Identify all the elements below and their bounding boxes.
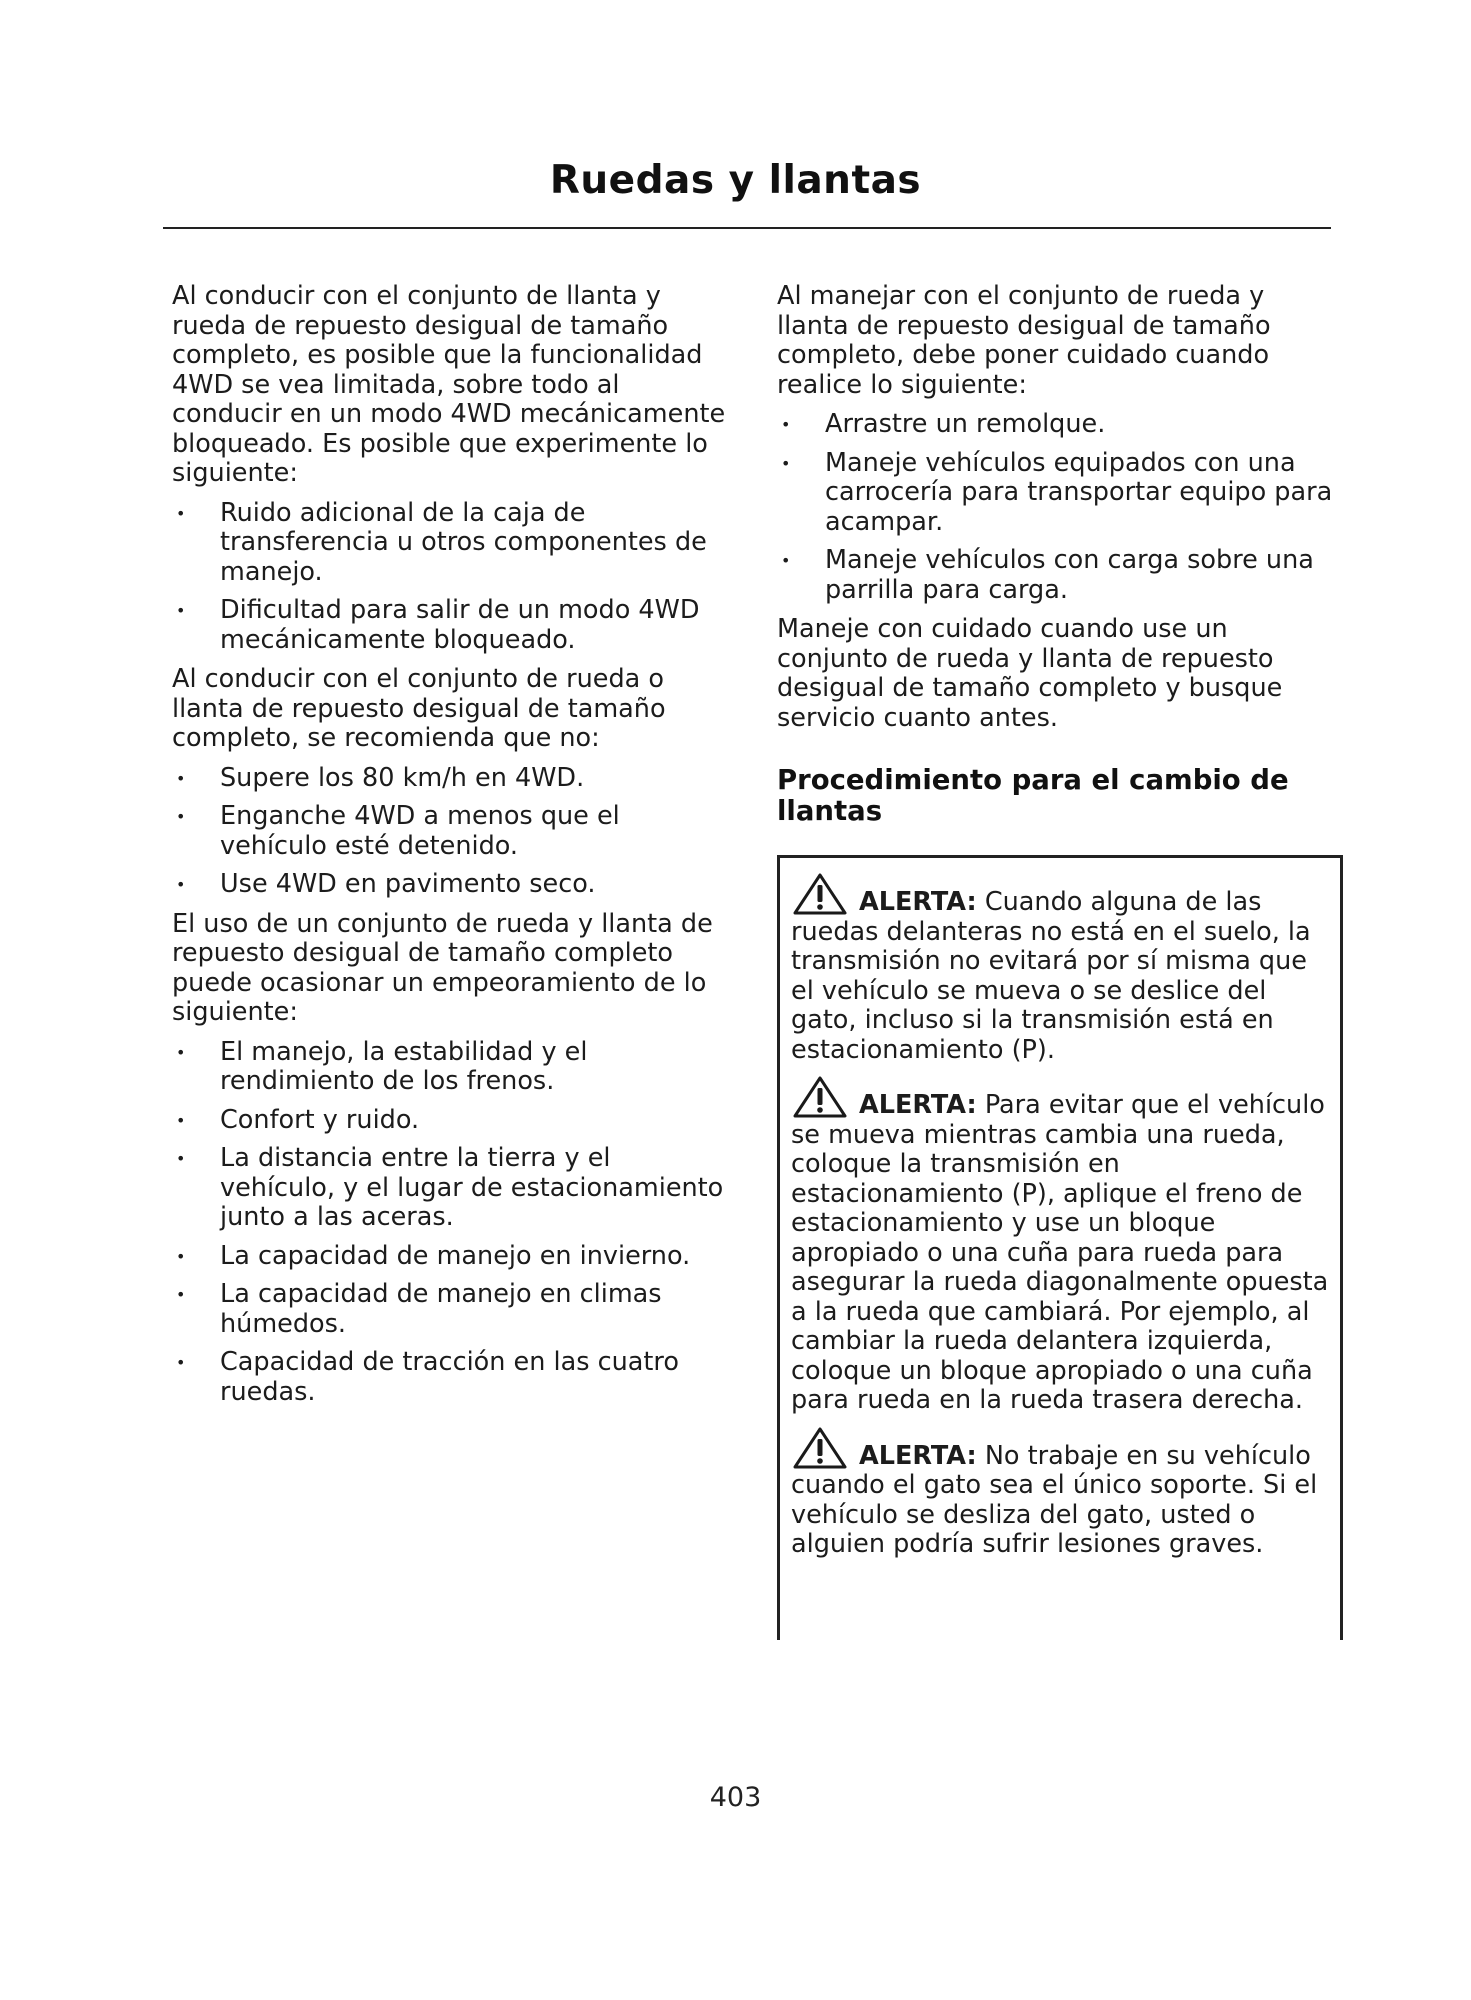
alert-paragraph (791, 1075, 1330, 1416)
list-item: • Supere los 80 km/h en 4WD. (172, 764, 732, 794)
list-item: • La distancia entre la tierra y el vehículo, y el lugar de estacionamiento junto a las aceras. (172, 1144, 732, 1233)
bullet-list (172, 499, 732, 656)
paragraph: El uso de un conjunto de rueda y llanta de repuesto desigual de tamaño completo puede ocasionar un empeoramiento de lo siguiente: (172, 908, 713, 1027)
list-item: • Arrastre un remolque. (777, 410, 1333, 440)
left-column (172, 282, 732, 1417)
alert-box (777, 855, 1343, 1640)
alert-paragraph (791, 1426, 1330, 1560)
section-heading: Procedimiento para el cambio de llantas (777, 764, 1289, 827)
alert-label: ALERTA: (859, 887, 977, 917)
warning-triangle-icon (791, 872, 849, 916)
paragraph: Al conducir con el conjunto de llanta y rueda de repuesto desigual de tamaño completo, es posible que la funcionalidad 4WD se vea limitada, sobre todo al conducir en un modo 4WD mecánicamente bloqueado. Es posible que experimente lo siguiente: (172, 281, 726, 488)
alert-label: ALERTA: (859, 1440, 977, 1471)
list-item: • Dificultad para salir de un modo 4WD mecánicamente bloqueado. (172, 596, 732, 655)
bullet-list (777, 410, 1333, 605)
list-item: • La capacidad de manejo en climas húmedos. (172, 1280, 732, 1339)
alert-text: No trabaje en su vehículo cuando el gato sea el único soporte. Si el vehículo se desliza del gato, usted o alguien podría sufrir lesiones graves. (791, 1440, 1318, 1559)
alert-paragraph (791, 872, 1330, 1065)
bullet-list (172, 1038, 732, 1408)
right-column (777, 282, 1333, 1640)
page-number: 403 (709, 1782, 762, 1813)
warning-triangle-icon (791, 1426, 849, 1470)
alert-text: Cuando alguna de las ruedas delanteras no está en el suelo, la transmisión no evitará por sí misma que el vehículo se mueva o se deslice del gato, incluso si la transmisión está en estacionamiento (P). (791, 887, 1311, 1065)
page-title: Ruedas y llantas (549, 158, 922, 203)
list-item: • Ruido adicional de la caja de transferencia u otros componentes de manejo. (172, 499, 732, 588)
list-item: • Confort y ruido. (172, 1106, 732, 1136)
list-item: • Maneje vehículos con carga sobre una parrilla para carga. (777, 546, 1333, 605)
warning-triangle-icon (791, 1075, 849, 1119)
list-item: • Maneje vehículos equipados con una carrocería para transportar equipo para acampar. (777, 449, 1333, 538)
list-item: • La capacidad de manejo en invierno. (172, 1242, 732, 1272)
list-item: • Use 4WD en pavimento seco. (172, 870, 732, 900)
title-divider (163, 227, 1331, 229)
paragraph: Al conducir con el conjunto de rueda o llanta de repuesto desigual de tamaño completo, se recomienda que no: (172, 664, 666, 753)
paragraph: Al manejar con el conjunto de rueda y llanta de repuesto desigual de tamaño completo, debe poner cuidado cuando realice lo siguiente: (777, 281, 1271, 400)
alert-text: Para evitar que el vehículo se mueva mientras cambia una rueda, coloque la transmisión en estacionamiento (P), aplique el freno de estacionamiento y use un bloque apropiado o una cuña para rueda para asegurar la rueda diagonalmente opuesta a la rueda que cambiará. Por ejemplo, al cambiar la rueda delantera izquierda, coloque un bloque apropiado o una cuña para rueda en la rueda trasera derecha. (791, 1090, 1329, 1415)
bullet-list (172, 764, 732, 900)
list-item: • Enganche 4WD a menos que el vehículo esté detenido. (172, 802, 732, 861)
list-item: • Capacidad de tracción en las cuatro ruedas. (172, 1348, 732, 1407)
paragraph: Maneje con cuidado cuando use un conjunto de rueda y llanta de repuesto desigual de tamaño completo y busque servicio cuanto antes. (777, 614, 1283, 733)
list-item: • El manejo, la estabilidad y el rendimiento de los frenos. (172, 1038, 732, 1097)
alert-label: ALERTA: (859, 1090, 977, 1120)
